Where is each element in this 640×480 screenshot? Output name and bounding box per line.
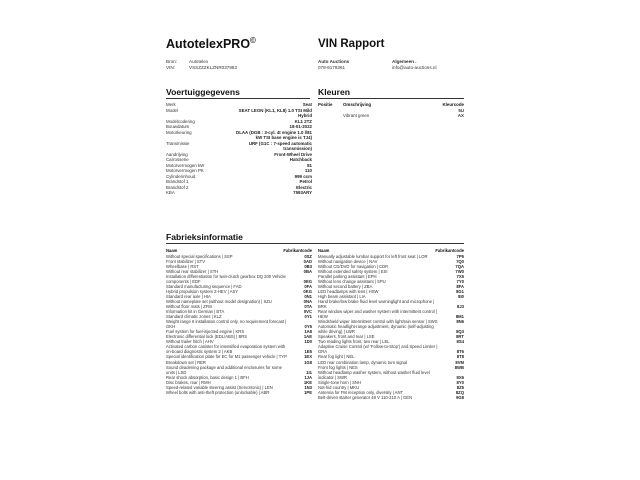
col-name: Naam (318, 248, 330, 253)
vehicle-field-label: Motorvermogen PK (166, 168, 204, 173)
factory-option-name: Standard manufacturing sequence | FAD (166, 283, 242, 289)
vehicle-field-value: Hatchback (289, 157, 312, 162)
factory-option-name: Manually adjustable lumbar support for left front seat | LOR (318, 253, 428, 259)
document-title: VIN Rapport (318, 38, 385, 50)
factory-option-name: Speed-related variable steering assist (Servotronic) | LEN (166, 384, 273, 390)
vehicle-field-value: 81 (307, 162, 312, 168)
factory-option-name: Windshield wiper intermittent control with light/rain sensor | SWS (318, 319, 438, 325)
factory-option-name: Wheelbase | RST (166, 263, 199, 269)
factory-option-name: Single-tone horn | SNH (318, 379, 361, 385)
factory-option-name: Without floor mats | ZFM (166, 304, 212, 310)
factory-option-code: 7W0 (455, 268, 464, 274)
factory-option-code: 1KE (303, 379, 312, 385)
factory-option-code: 8FA (456, 283, 464, 289)
factory-option-name: Not-hid country | MKU (318, 384, 360, 390)
vehicle-field-value: KL1 2TZ (294, 118, 312, 124)
factory-option-code: 0N1 (304, 293, 312, 299)
factory-option-code: 0B3 (304, 263, 312, 269)
source-info (166, 59, 237, 72)
col-colour-code: Kleurcode (442, 102, 464, 107)
factory-option-name: Installation differentiation for twin-clutch gearbox DQ 200 Vehicle components | EDF (166, 273, 286, 284)
factory-option-row (318, 395, 464, 400)
general-email: info@auto-auctions.nl (392, 65, 437, 71)
colours-table (318, 102, 464, 119)
factory-option-code: 1G8 (304, 359, 312, 365)
factory-option-code: 0AD (303, 258, 312, 264)
factory-option-name: Belt-driven starter generator 48 V 110-210 A | GEN (318, 394, 413, 400)
general-contact (392, 59, 437, 72)
vehicle-field-value: Electric (296, 184, 312, 190)
vehicle-field-value: 18-01-2022 (289, 124, 312, 129)
factory-option-name: Special identification plate for EC for M1 passenger vehicle | TYP (166, 354, 287, 360)
factory-option-name: Without special specifications | SSP (166, 253, 233, 259)
factory-option-name: Rear fog light | NEL (318, 354, 355, 360)
factory-option-name: Standard climatic zones | KLZ (166, 314, 222, 320)
factory-option-row (318, 309, 464, 319)
factory-option-name: Antenna for FM reception only, diversity | ANT (318, 389, 404, 395)
factory-option-code: 1E5 (304, 349, 312, 355)
brand-mark: © (250, 36, 256, 45)
factory-option-name: Speakers, front and rear | LSE (318, 334, 375, 340)
vehicle-field-value: 999 ccm (294, 173, 312, 179)
factory-option-name: Without trailer hitch | AHV (166, 339, 214, 345)
dealer-contact (318, 59, 349, 72)
factory-list-right (318, 248, 464, 400)
factory-option-name: Without rear stabilizer | STH (166, 268, 219, 274)
col-position: Positie (318, 102, 333, 107)
factory-option-name: Rear shock absorption, basic design 1 | BFH (166, 374, 249, 380)
factory-option-name: Sound deadening package and additional enclosures for some units | LSD (166, 364, 282, 375)
factory-option-code: 8S4 (456, 339, 464, 345)
factory-option-name: Rear window wiper and washer system with intermittent control | HEW (318, 309, 438, 320)
vehicle-heading: Voertuiggegevens (166, 87, 310, 99)
col-manufacturer-code: Fabrikantcode (283, 248, 312, 253)
factory-option-code: 8VM (455, 359, 464, 365)
factory-option-row (318, 344, 464, 354)
vehicle-field-label: Cylinderinhoud (166, 173, 196, 179)
factory-option-name: Adaptive Cruise Control (w/ 'Follow-to-Stop') and Speed Limiter | GRA (318, 344, 438, 355)
factory-heading: Fabrieksinformatie (166, 232, 464, 244)
vehicle-field-label: Transmissie (166, 140, 190, 146)
factory-option-code: 8WB (454, 364, 464, 370)
factory-option-name: Parallel parking assistant | EPH (318, 273, 377, 279)
dealer-phone: 078-6178361 (318, 65, 346, 71)
vehicle-field-value: 7593ARY (293, 190, 312, 195)
source-label: Bron: (166, 59, 177, 64)
factory-option-row (318, 370, 464, 380)
factory-option-name: Weight range 6 installation control only, no requirement forecast | GKH (166, 319, 287, 330)
vehicle-field-label: Bouwdatum (166, 124, 190, 129)
vehicle-row (166, 190, 312, 196)
vehicle-field-value: SEAT LEON (KL1, KL8) 1.0 TSI Mild Hybrid (238, 107, 312, 118)
vehicle-field-value: URF (G1C : 7-speed automatic transmission) (248, 140, 312, 151)
source-value: Autotelex (189, 59, 209, 64)
factory-option-name: Front stabilizer | STV (166, 258, 206, 264)
vehicle-data-table (166, 102, 312, 196)
factory-option-name: Hand brake/low brake fluid level warninglight and microphone | BRK (318, 298, 435, 310)
colours-rows (318, 108, 464, 119)
factory-option-code: 0KG (303, 288, 312, 294)
factory-option-name: Disc brakes, rear | RMH (166, 379, 211, 385)
vehicle-field-value: 110 (304, 168, 312, 173)
factory-option-name: High beam assistant | LIA (318, 293, 366, 299)
vehicle-field-label: Brandstof 1 (166, 179, 189, 184)
factory-option-name: Without navigation device | NAV (318, 258, 378, 264)
factory-option-code: 8X6 (456, 374, 464, 380)
colour-position (318, 113, 343, 119)
factory-option-code: 0Y6 (304, 324, 312, 330)
factory-option-code: 7X5 (456, 273, 464, 279)
factory-option-name: Electronic differential lock (EDL/ABS) | BRS (166, 334, 248, 340)
factory-option-code: 1D0 (304, 339, 312, 345)
vehicle-field-value: DLAA (DGB : 3-cyl. 4t engine 1.0 l/81 kW TSI base engine is TJ4) (236, 129, 312, 140)
factory-option-name: Breakdown set | RER (166, 359, 206, 365)
general-name: Algemeen . (392, 59, 417, 64)
factory-option-name: LED headlamps with lens | HSW (318, 288, 379, 294)
factory-option-row (166, 365, 312, 375)
factory-option-name: Without lens change assistant | SPU (318, 278, 386, 284)
colour-code: 5U (458, 107, 464, 113)
factory-option-code: 0NA (303, 298, 312, 304)
col-description: Omschrijving (343, 102, 372, 107)
factory-option-code: 1A8 (304, 329, 312, 335)
vehicle-field-label: Motorvermogen kW (166, 162, 205, 168)
factory-option-name: Information kit in German | BTA (166, 309, 225, 315)
factory-left-rows (166, 254, 312, 395)
factory-option-name: Without headlamp washer system, without washer fluid level indicator | SWR (318, 369, 430, 380)
factory-option-name: Two reading lights front, two rear | LEL (318, 339, 390, 345)
colour-code: AX (457, 113, 464, 118)
factory-option-code: 0BA (303, 268, 312, 274)
factory-list-left (166, 248, 312, 395)
factory-option-code: 9G8 (456, 394, 464, 400)
factory-option-name: Front fog lights | NES (318, 364, 358, 370)
factory-right-rows (318, 254, 464, 400)
factory-option-code: 7Q0 (456, 258, 464, 264)
factory-option-name: Without nameplate set (without model designation) | SZU (166, 298, 272, 304)
factory-option-code: 0EG (303, 278, 312, 284)
factory-option-name: Without second battery | ZBA (318, 283, 373, 289)
factory-option-code: 8RT (456, 334, 464, 340)
factory-option-code: 7Y0 (456, 278, 464, 284)
vehicle-field-value: Petrol (299, 179, 312, 184)
factory-option-name: Without extended safety system | ESI (318, 268, 388, 274)
factory-option-code: 1N3 (304, 384, 312, 390)
colours-heading: Kleuren (318, 87, 464, 99)
vehicle-row (166, 108, 312, 119)
factory-option-name: Hybrid propulsion system 2-HEV | ASY (166, 288, 239, 294)
factory-option-name: Wheel bolts with anti-theft protection (unlockable) | ABR (166, 389, 270, 395)
vehicle-row (166, 130, 312, 141)
colour-description: Vibrant green (343, 113, 370, 118)
factory-option-name: LED rear combination lamp, dynamic turn signal (318, 359, 408, 365)
factory-option-row (166, 274, 312, 284)
factory-option-code: 1JA (304, 374, 312, 380)
factory-option-code: 1PE (304, 389, 312, 395)
factory-option-code: 8M1 (455, 314, 464, 320)
factory-option-code: 7QA (455, 263, 464, 269)
vehicle-field-value: Seat (302, 102, 312, 107)
factory-option-code: 8Y0 (456, 379, 464, 385)
factory-option-code: 1AE (303, 334, 312, 340)
factory-option-code: 8ZQ (455, 389, 464, 395)
dealer-name: Auto Auctions (318, 59, 350, 64)
vehicle-field-label: KBA (166, 190, 175, 195)
vehicle-field-label: Aandrijving (166, 151, 188, 157)
vehicle-field-label: Brandstof 2 (166, 184, 189, 190)
vehicle-field-label: Model (166, 107, 178, 113)
vehicle-field-label: Motorkeuring (166, 129, 192, 135)
vehicle-row (166, 141, 312, 152)
factory-option-row (318, 324, 464, 334)
factory-option-name: Fuel system for fuel-injected engine | KRS (166, 329, 245, 335)
colour-row (318, 113, 464, 119)
col-name: Naam (166, 248, 178, 253)
factory-option-row (166, 344, 312, 354)
factory-option-code: 8G1 (456, 288, 464, 294)
factory-option-name: Automatic headlight-range adjustment, dynamic (self-adjusting while driving) | LWR (318, 324, 434, 335)
factory-option-row (166, 319, 312, 329)
factory-option-code: 0FA (304, 283, 312, 289)
factory-option-name: Standard rear axle | HIA (166, 293, 211, 299)
brand-title: AutotelexPRO© (166, 36, 256, 51)
col-manufacturer-code: Fabrikantcode (435, 248, 464, 253)
vin-label: VIN: (166, 65, 175, 71)
factory-option-code: 0SZ (304, 253, 312, 259)
vin-value: VSSZZZKLZNR037883 (189, 65, 237, 71)
factory-option-code: 1EX (304, 354, 312, 360)
vehicle-field-label: Carrosserie (166, 157, 189, 162)
factory-option-name: Activated carbon canister for intensified evaporation system with on-board diagnostic system 2 | AKB (166, 344, 286, 355)
factory-option-code: 0Y1 (304, 314, 312, 320)
factory-option-code: 8J3 (457, 304, 464, 310)
vehicle-field-label: Merk (166, 102, 176, 107)
factory-option-code: 0VC (303, 309, 312, 315)
factory-option-code: 8N6 (456, 319, 464, 325)
factory-option-code: 8Q3 (456, 329, 464, 335)
factory-left-header (166, 248, 312, 253)
factory-option-code: 7P5 (456, 253, 464, 259)
factory-option-code: 8T6 (456, 349, 464, 355)
vehicle-field-value: Front-Wheel Drive (274, 151, 312, 157)
factory-option-code: 8T8 (456, 354, 464, 360)
factory-right-header (318, 248, 464, 253)
factory-option-code: 1I1 (306, 369, 312, 375)
factory-option-name: Without CD/DVD for navigation | CDR (318, 263, 389, 269)
factory-option-row (166, 390, 312, 395)
factory-option-code: 8I0 (458, 293, 464, 299)
factory-option-row (318, 299, 464, 309)
factory-option-code: 8Z5 (456, 384, 464, 390)
vehicle-field-label: Modelcodering (166, 118, 195, 124)
factory-option-code: 0TA (304, 304, 312, 310)
